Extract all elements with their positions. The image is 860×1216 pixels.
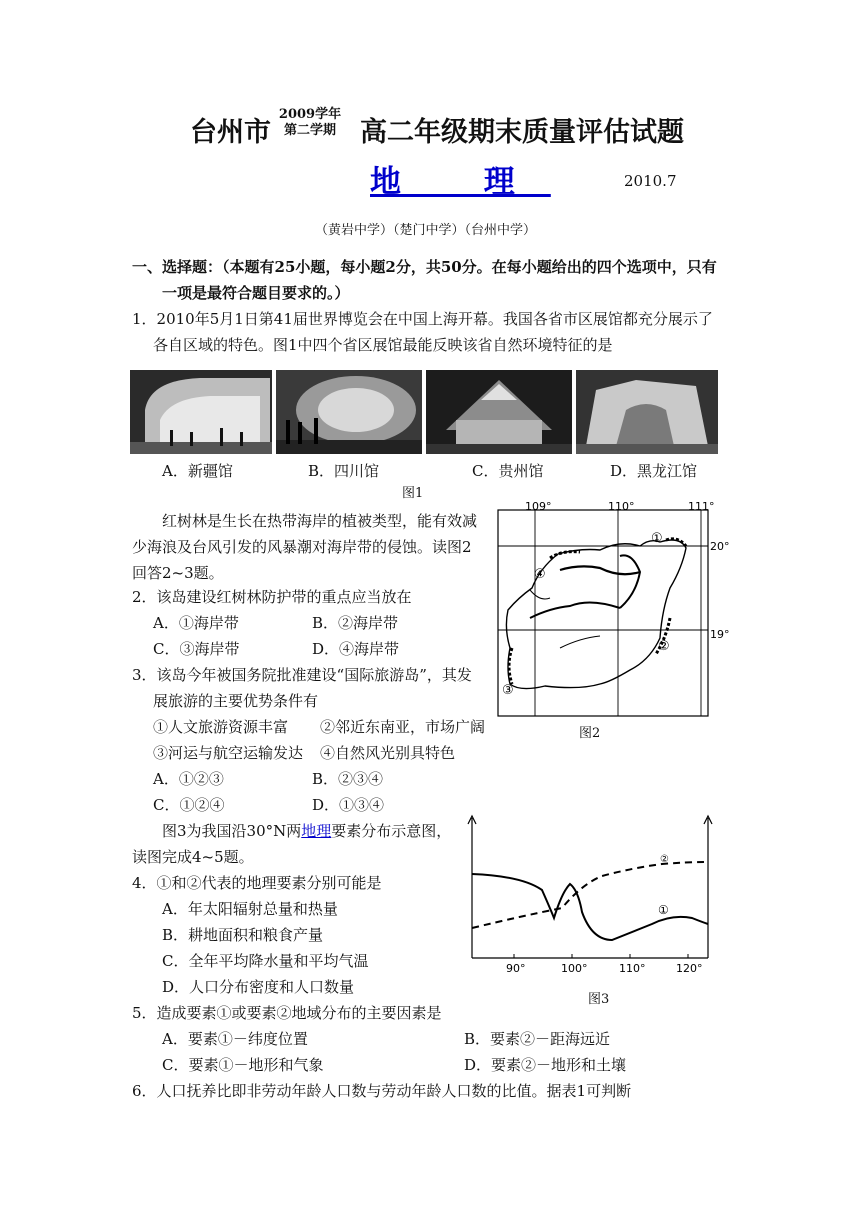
island-coastline [506,540,686,689]
q3-choice-2: ②邻近东南亚，市场广阔 [320,718,486,736]
intro45-line1 [162,818,451,844]
q5-option-d: D．要素②－地形和土壤 [464,1056,627,1074]
lat-19: 19° [710,628,730,641]
coast-segment-3 [509,648,512,684]
curve-element-1 [472,874,708,940]
q1-option-d: D．黑龙江馆 [610,462,698,480]
exam-title: 高二年级期末质量评估试题 [360,117,684,148]
q4-stem: 4．①和②代表的地理要素分别可能是 [132,874,382,892]
semester-label: 第二学期 [283,123,336,138]
section-heading: 一、选择题：（本题有25小题，每小题2分，共50分。在每小题给出的四个选项中，只有 [132,258,717,276]
marker-2: ② [658,639,670,654]
fig1-caption: 图1 [402,486,424,501]
marker-4: ④ [534,567,546,582]
q5-option-b: B．要素②－距海远近 [464,1030,611,1048]
q1-option-c: C．贵州馆 [472,462,544,480]
x-tick-90: 90° [506,962,526,975]
x-tick-120: 120° [676,962,703,975]
q3-option-d: D．①③④ [312,796,385,814]
x-tick-110: 110° [619,962,646,975]
exam-date: 2010.7 [624,172,677,190]
q2-stem: 2．该岛建设红树林防护带的重点应当放在 [132,588,412,606]
marker-3: ③ [502,683,514,698]
photo-xinjiang-pavilion [130,370,272,454]
lon-109: 109° [525,500,552,513]
schools-line: （黄岩中学）（楚门中学）（台州中学） [315,223,537,238]
q2-option-d: D．④海岸带 [312,640,400,658]
river-2 [530,602,620,618]
intro23-line1: 红树林是生长在热带海岸的植被类型，能有效减 [162,512,478,530]
q3-option-c: C．①②④ [153,796,225,814]
intro45-text-post: 要素分布示意图， [331,822,452,840]
photo-guizhou-pavilion [426,370,572,454]
intro45-text-pre: 图3为我国沿30°N两 [162,822,302,840]
q2-option-b: B．②海岸带 [312,614,399,632]
lon-111: 111° [688,500,715,513]
river-4 [530,590,550,599]
curve-label-2: ② [660,854,669,865]
fig3-caption: 图3 [588,992,610,1007]
fig2-caption: 图2 [579,726,601,741]
intro45-line2: 读图完成4~5题。 [132,848,254,866]
q3-line1: 3．该岛今年被国务院批准建设“国际旅游岛”，其发 [132,666,472,684]
intro23-line2: 少海浪及台风引发的风暴潮对海岸带的侵蚀。读图2 [132,538,472,556]
marker-1: ① [651,531,663,546]
q3-option-b: B．②③④ [312,770,384,788]
river-3 [560,636,600,648]
curve-label-1: ① [658,903,669,917]
q4-option-a: A．年太阳辐射总量和热量 [162,900,338,918]
photo-heilongjiang-pavilion [576,370,718,454]
q2-option-c: C．③海岸带 [153,640,240,658]
photo-sichuan-pavilion [276,370,422,454]
q3-choice-1: ①人文旅游资源丰富 [153,718,289,736]
q4-option-d: D．人口分布密度和人口数量 [162,978,355,996]
semester-tag [270,107,350,139]
q5-option-c: C．要素①－地形和气象 [162,1056,324,1074]
q1-option-a: A．新疆馆 [162,462,233,480]
q2-option-a: A．①海岸带 [153,614,239,632]
geography-link[interactable]: 地理 [301,822,332,840]
subject-title: 地 理 [370,164,551,200]
q5-option-a: A．要素①－纬度位置 [162,1030,308,1048]
fig3-profile-chart [462,812,722,978]
x-tick-100: 100° [561,962,588,975]
q1-line2: 各自区域的特色。图1中四个省区展馆最能反映该省自然环境特征的是 [153,336,613,354]
fig2-island-map [490,498,740,748]
year-label: 2009学年 [278,107,342,122]
main-river [620,555,640,608]
q3-choice-4: ④自然风光别具特色 [320,744,456,762]
river-1 [560,566,640,574]
section-heading-cont: 一项是最符合题目要求的。） [162,284,350,302]
lat-20: 20° [710,540,730,553]
q5-stem: 5．造成要素①或要素②地域分布的主要因素是 [132,1004,442,1022]
q1-line1: 1．2010年5月1日第41届世界博览会在中国上海开幕。我国各省市区展馆都充分展示了 [132,310,713,328]
intro23-line3: 回答2~3题。 [132,564,224,582]
q4-option-b: B．耕地面积和粮食产量 [162,926,324,944]
q1-option-b: B．四川馆 [308,462,380,480]
q6-stem: 6．人口抚养比即非劳动年龄人口数与劳动年龄人口数的比值。据表1可判断 [132,1082,632,1100]
coast-segment-1 [666,539,686,546]
q3-choice-3: ③河运与航空运输发达 [153,744,304,762]
q3-line2: 展旅游的主要优势条件有 [153,692,319,710]
lon-110: 110° [608,500,635,513]
q4-option-c: C．全年平均降水量和平均气温 [162,952,369,970]
city-name: 台州市 [190,117,271,148]
q3-option-a: A．①②③ [153,770,224,788]
